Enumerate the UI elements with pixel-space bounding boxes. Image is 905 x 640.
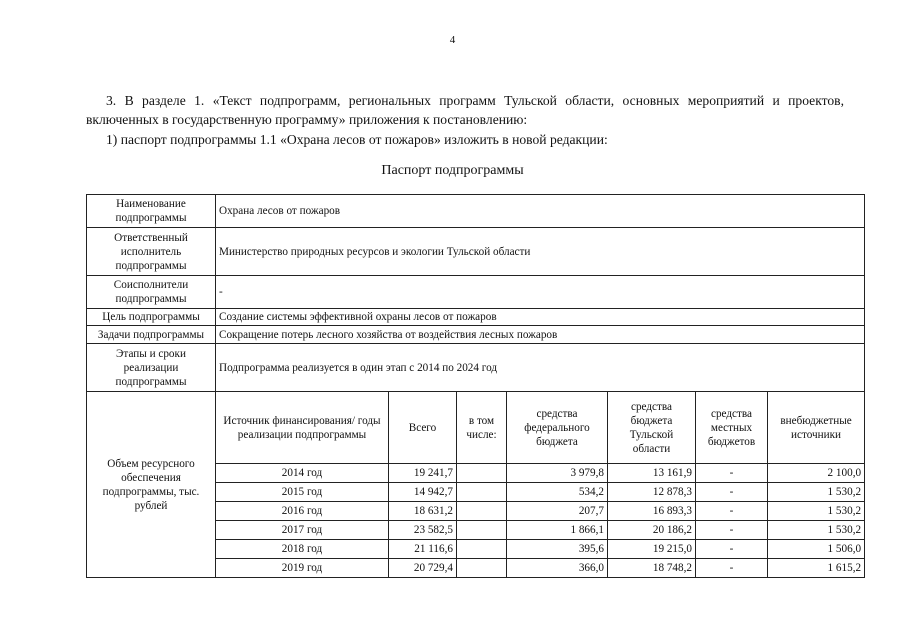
extra-cell: 2 100,0	[768, 464, 865, 483]
row-value: Охрана лесов от пожаров	[216, 195, 865, 228]
regional-cell: 13 161,9	[608, 464, 696, 483]
federal-cell: 3 979,8	[507, 464, 608, 483]
extra-cell: 1 530,2	[768, 483, 865, 502]
row-value: Сокращение потерь лесного хозяйства от воздействия лесных пожаров	[216, 326, 865, 344]
local-cell: -	[696, 464, 768, 483]
total-cell: 14 942,7	[389, 483, 457, 502]
passport-row-tasks	[87, 326, 865, 344]
regional-cell: 20 186,2	[608, 521, 696, 540]
row-value: Министерство природных ресурсов и экологии Тульской области	[216, 228, 865, 276]
total-cell: 23 582,5	[389, 521, 457, 540]
local-cell: -	[696, 483, 768, 502]
including-cell	[457, 483, 507, 502]
row-label: Этапы и сроки реализации подпрограммы	[87, 344, 216, 392]
finance-header-local: средства местных бюджетов	[696, 392, 768, 464]
passport-table	[86, 194, 865, 578]
row-label: Наименование подпрограммы	[87, 195, 216, 228]
row-label: Ответственный исполнитель подпрограммы	[87, 228, 216, 276]
federal-cell: 207,7	[507, 502, 608, 521]
passport-row-goal	[87, 309, 865, 326]
paragraph-section-change: 3. В разделе 1. «Текст подпрограмм, региональных программ Тульской области, основных мероприятий и проектов, включенных в государственную программу» приложения к постановлению:	[86, 93, 844, 127]
including-cell	[457, 540, 507, 559]
including-cell	[457, 464, 507, 483]
passport-row-executor	[87, 228, 865, 276]
year-cell: 2017 год	[216, 521, 389, 540]
including-cell	[457, 559, 507, 578]
finance-header-source: Источник финансирования/ годы реализации подпрограммы	[216, 392, 389, 464]
row-value: Подпрограмма реализуется в один этап с 2014 по 2024 год	[216, 344, 865, 392]
finance-header-extra: внебюджетные источники	[768, 392, 865, 464]
federal-cell: 366,0	[507, 559, 608, 578]
row-label: Цель подпрограммы	[87, 309, 216, 326]
passport-row-name	[87, 195, 865, 228]
finance-header-row	[87, 392, 865, 464]
local-cell: -	[696, 521, 768, 540]
extra-cell: 1 530,2	[768, 521, 865, 540]
finance-header-including: в том числе:	[457, 392, 507, 464]
paragraph-passport-change: 1) паспорт подпрограммы 1.1 «Охрана лесов от пожаров» изложить в новой редакции:	[106, 132, 608, 147]
extra-cell: 1 530,2	[768, 502, 865, 521]
extra-cell: 1 615,2	[768, 559, 865, 578]
year-cell: 2019 год	[216, 559, 389, 578]
including-cell	[457, 502, 507, 521]
passport-title: Паспорт подпрограммы	[381, 163, 524, 178]
total-cell: 20 729,4	[389, 559, 457, 578]
passport-row-coexecutors	[87, 276, 865, 309]
finance-label: Объем ресурсного обеспечения подпрограммы, тыс. рублей	[87, 392, 216, 578]
row-label: Соисполнители подпрограммы	[87, 276, 216, 309]
regional-cell: 16 893,3	[608, 502, 696, 521]
local-cell: -	[696, 502, 768, 521]
regional-cell: 12 878,3	[608, 483, 696, 502]
row-value: -	[216, 276, 865, 309]
federal-cell: 1 866,1	[507, 521, 608, 540]
year-cell: 2016 год	[216, 502, 389, 521]
row-label: Задачи подпрограммы	[87, 326, 216, 344]
finance-header-federal: средства федерального бюджета	[507, 392, 608, 464]
federal-cell: 395,6	[507, 540, 608, 559]
passport-row-stages	[87, 344, 865, 392]
extra-cell: 1 506,0	[768, 540, 865, 559]
regional-cell: 19 215,0	[608, 540, 696, 559]
federal-cell: 534,2	[507, 483, 608, 502]
finance-header-regional: средства бюджета Тульской области	[608, 392, 696, 464]
year-cell: 2015 год	[216, 483, 389, 502]
page-number: 4	[449, 34, 456, 46]
finance-header-total: Всего	[389, 392, 457, 464]
including-cell	[457, 521, 507, 540]
row-value: Создание системы эффективной охраны лесов от пожаров	[216, 309, 865, 326]
total-cell: 21 116,6	[389, 540, 457, 559]
regional-cell: 18 748,2	[608, 559, 696, 578]
total-cell: 19 241,7	[389, 464, 457, 483]
local-cell: -	[696, 559, 768, 578]
year-cell: 2018 год	[216, 540, 389, 559]
total-cell: 18 631,2	[389, 502, 457, 521]
year-cell: 2014 год	[216, 464, 389, 483]
local-cell: -	[696, 540, 768, 559]
